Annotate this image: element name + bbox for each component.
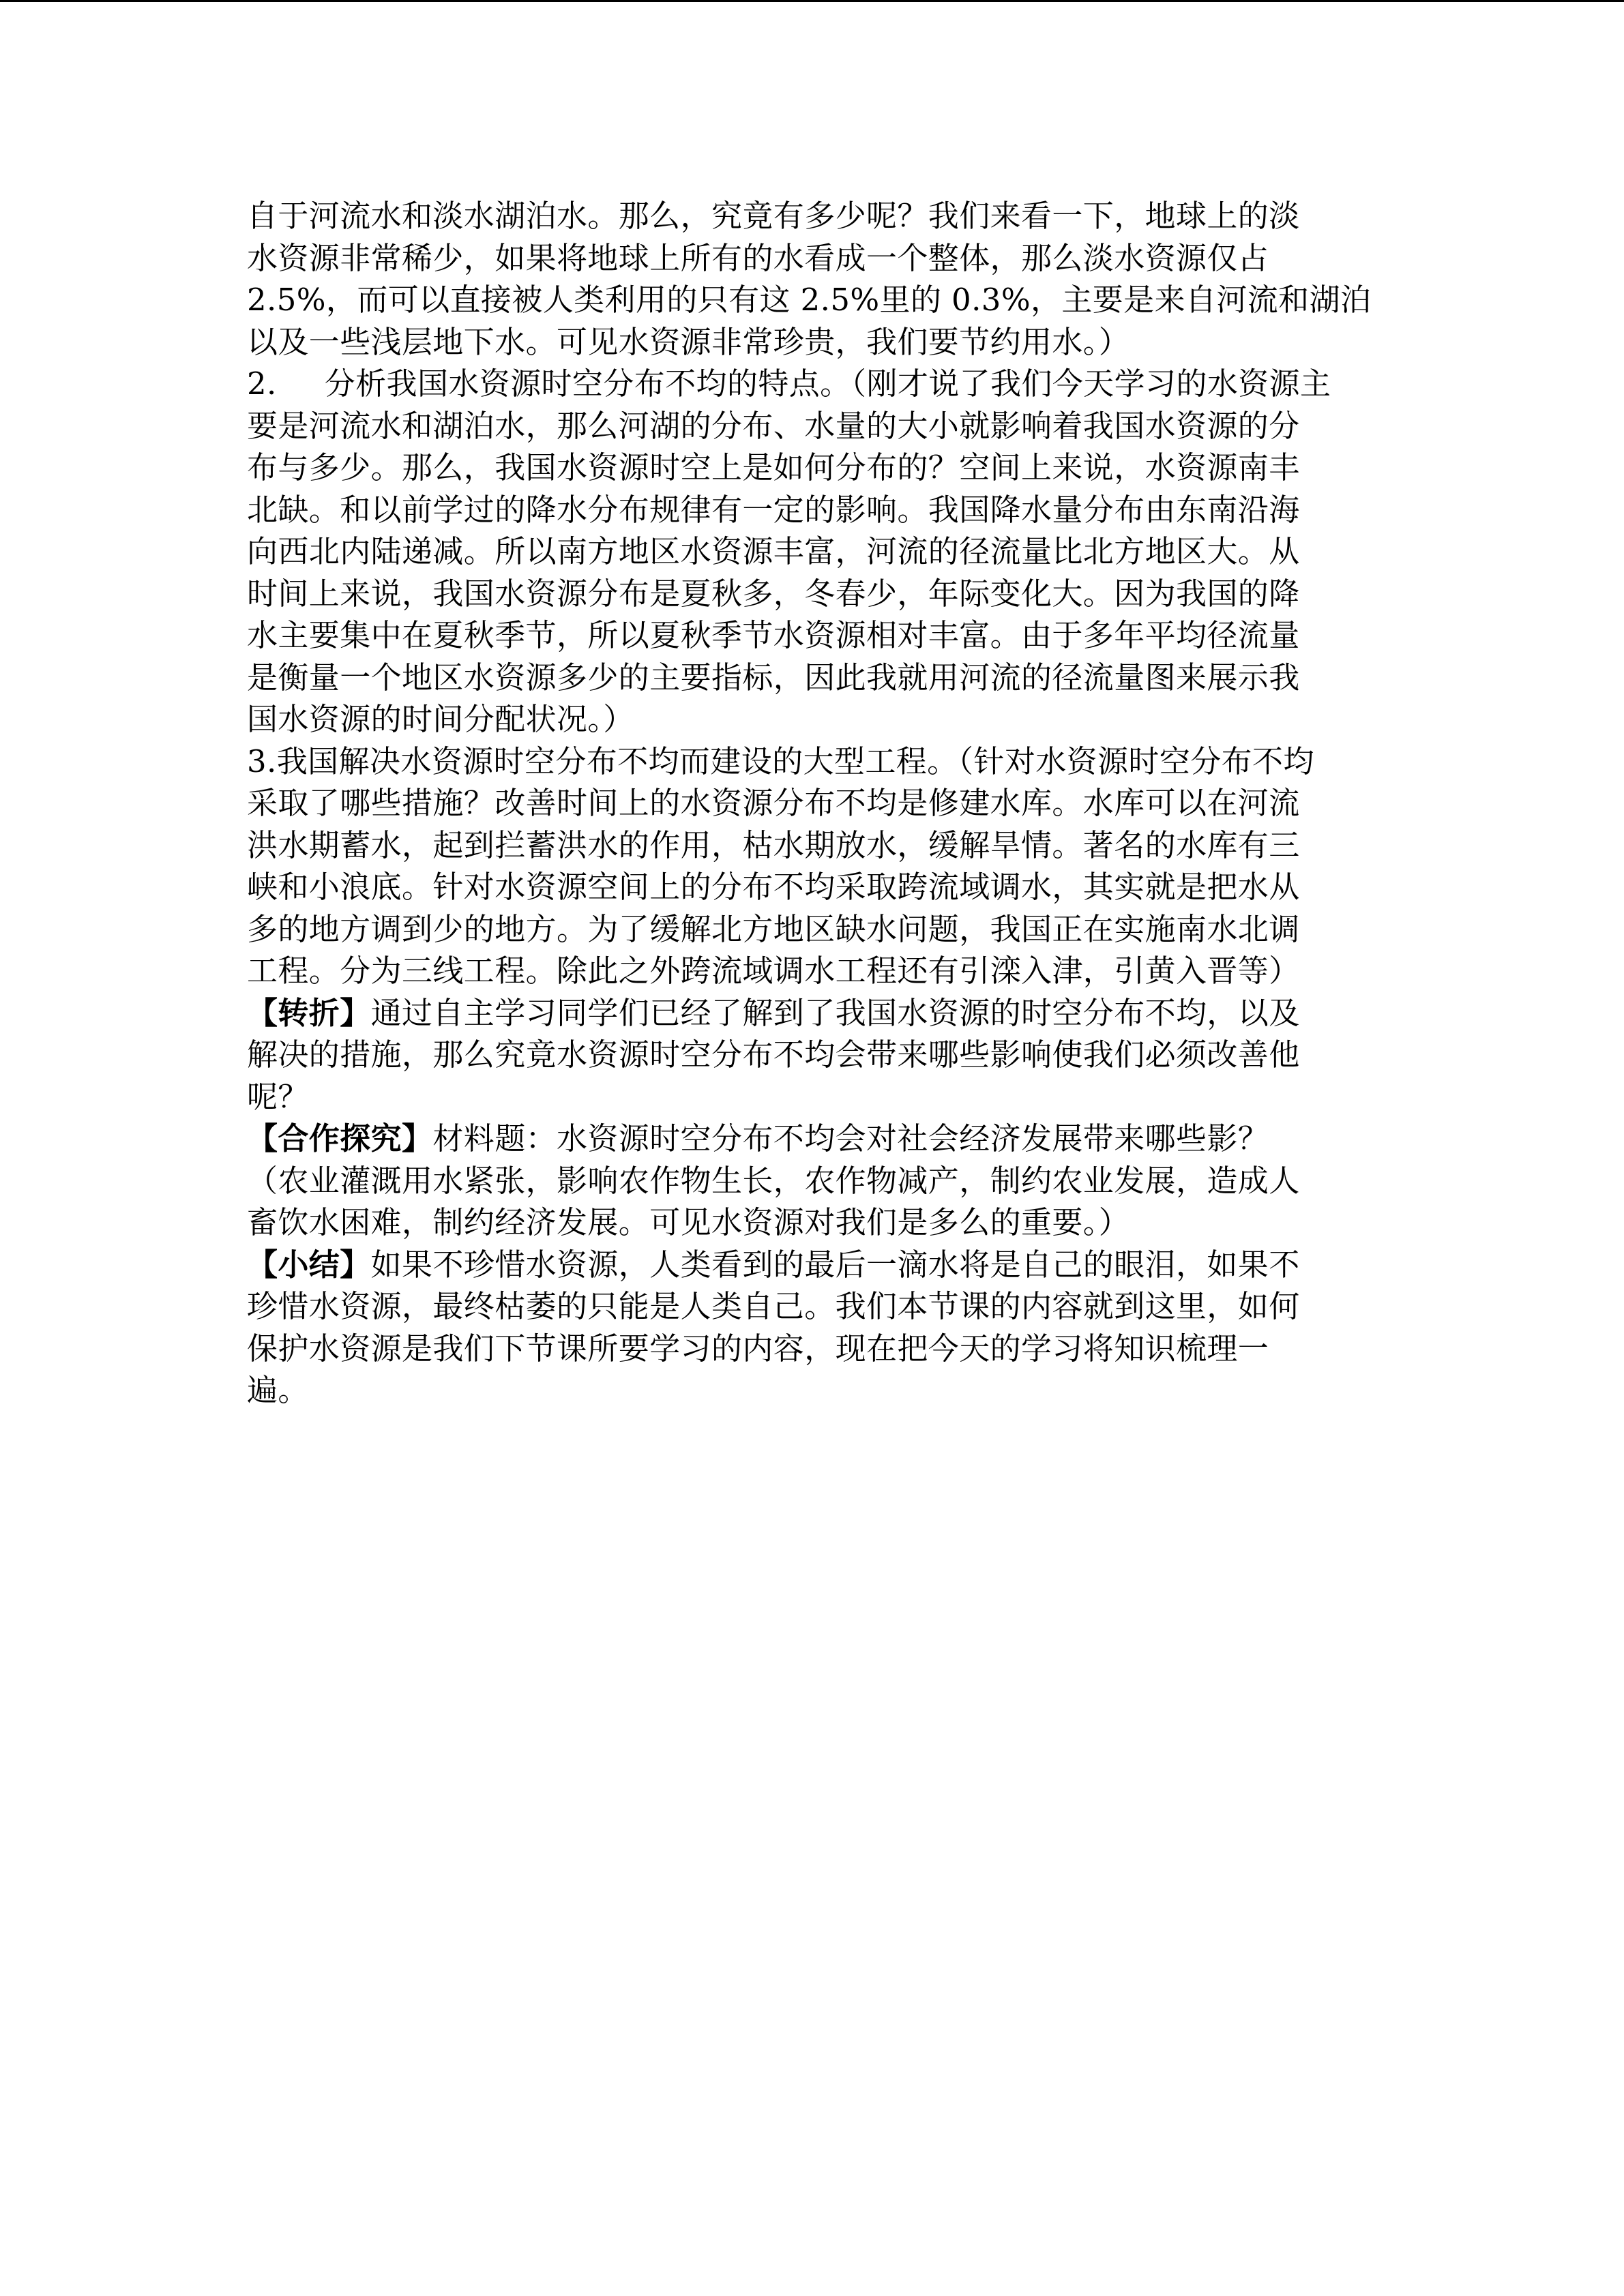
summary-text: 如果不珍惜水资源，人类看到的最后一滴水将是自己的眼泪，如果不 <box>370 1246 1300 1283</box>
text-line: 采取了哪些措施？改善时间上的水资源分布不均是修建水库。水库可以在河流 <box>247 785 1300 821</box>
summary-label: 【小结】 <box>247 1246 371 1283</box>
text-line: 自于河流水和淡水湖泊水。那么，究竟有多少呢？我们来看一下，地球上的淡 <box>247 198 1300 234</box>
text-line: 保护水资源是我们下节课所要学习的内容，现在把今天的学习将知识梳理一 <box>247 1330 1269 1367</box>
transition-label: 【转折】 <box>247 994 371 1031</box>
text-line: 北缺。和以前学过的降水分布规律有一定的影响。我国降水量分布由东南沿海 <box>247 491 1300 528</box>
text-line: 要是河流水和湖泊水，那么河湖的分布、水量的大小就影响着我国水资源的分 <box>247 407 1300 444</box>
text-line: 畜饮水困难，制约经济发展。可见水资源对我们是多么的重要。） <box>247 1204 1130 1240</box>
transition-line <box>247 992 1386 1034</box>
text-line: 是衡量一个地区水资源多少的主要指标，因此我就用河流的径流量图来展示我 <box>247 659 1300 696</box>
text-line: 时间上来说，我国水资源分布是夏秋多，冬春少，年际变化大。因为我国的降 <box>247 575 1300 612</box>
text-line: 呢？ <box>247 1078 309 1115</box>
transition-text: 通过自主学习同学们已经了解到了我国水资源的时空分布不均，以及 <box>370 994 1300 1031</box>
item-2-heading-line <box>247 363 1386 405</box>
text-line: 国水资源的时间分配状况。） <box>247 701 634 737</box>
text-line: （农业灌溉用水紧张，影响农作物生长，农作物减产，制约农业发展，造成人 <box>247 1162 1300 1199</box>
text-line: 珍惜水资源，最终枯萎的只能是人类自己。我们本节课的内容就到这里，如何 <box>247 1288 1300 1324</box>
text-line: 布与多少。那么，我国水资源时空上是如何分布的？空间上来说，水资源南丰 <box>247 449 1300 486</box>
document-body <box>247 195 1386 1412</box>
text-line: 遍。 <box>247 1372 309 1408</box>
text-line: 2.5%，而可以直接被人类利用的只有这 2.5%里的 0.3%，主要是来自河流和湖泊 <box>247 282 1372 318</box>
item-3-heading-line: 3.我国解决水资源时空分布不均而建设的大型工程。（针对水资源时空分布不均 <box>247 743 1314 779</box>
text-line: 多的地方调到少的地方。为了缓解北方地区缺水问题，我国正在实施南水北调 <box>247 910 1300 947</box>
cooperative-label: 【合作探究】 <box>247 1120 433 1157</box>
text-line: 工程。分为三线工程。除此之外跨流域调水工程还有引滦入津，引黄入晋等） <box>247 953 1300 989</box>
item-2-text: 分析我国水资源时空分布不均的特点。（刚才说了我们今天学习的水资源主 <box>324 366 1331 402</box>
text-line: 洪水期蓄水，起到拦蓄洪水的作用，枯水期放水，缓解旱情。著名的水库有三 <box>247 826 1300 863</box>
item-2-number: 2. <box>247 366 277 402</box>
text-line: 解决的措施，那么究竟水资源时空分布不均会带来哪些影响使我们必须改善他 <box>247 1037 1300 1073</box>
text-line: 以及一些浅层地下水。可见水资源非常珍贵，我们要节约用水。） <box>247 323 1130 360</box>
text-line: 水主要集中在夏秋季节，所以夏秋季节水资源相对丰富。由于多年平均径流量 <box>247 617 1300 653</box>
summary-line <box>247 1244 1386 1286</box>
text-line: 峡和小浪底。针对水资源空间上的分布不均采取跨流域调水，其实就是把水从 <box>247 869 1300 905</box>
cooperative-line <box>247 1118 1386 1160</box>
cooperative-text: 材料题：水资源时空分布不均会对社会经济发展带来哪些影？ <box>432 1120 1269 1157</box>
text-line: 向西北内陆递减。所以南方地区水资源丰富，河流的径流量比北方地区大。从 <box>247 533 1300 569</box>
text-line: 水资源非常稀少，如果将地球上所有的水看成一个整体，那么淡水资源仅占 <box>247 239 1269 276</box>
